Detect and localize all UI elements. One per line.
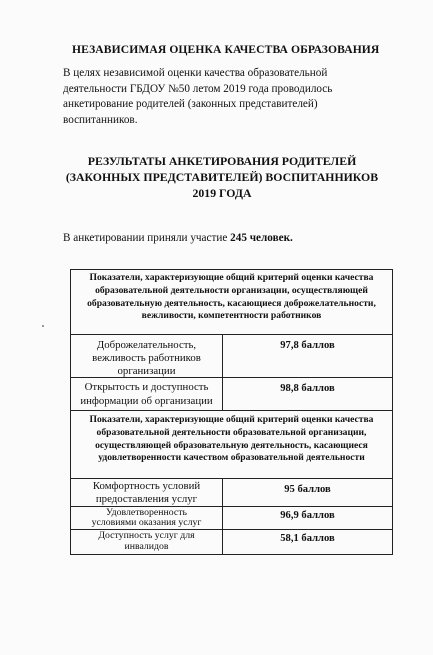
intro-line: В целях независимой оценки качества образовательной	[63, 67, 328, 79]
results-title-line: (ЗАКОННЫХ ПРЕДСТАВИТЕЛЕЙ) ВОСПИТАННИКОВ	[65, 169, 379, 184]
indicator-score: 96,9 баллов	[280, 510, 335, 521]
indicator-score: 95 баллов	[284, 484, 331, 495]
indicator-label	[71, 335, 223, 377]
indicator-label-line: Доступность услуг для	[98, 530, 195, 541]
section1-header-line: образовательную деятельность, касающиеся доброжелательности,	[87, 297, 376, 309]
indicator-label-line: условиями оказания услуг	[91, 517, 202, 529]
indicator-label-line: организации	[117, 365, 176, 378]
intro-line: анкетирование родителей (законных представителей)	[63, 98, 318, 111]
section1-header-line: Показатели, характеризующие общий критерий оценки качества	[89, 272, 374, 283]
results-title-line: РЕЗУЛЬТАТЫ АНКЕТИРОВАНИЯ РОДИТЕЛЕЙ	[87, 154, 357, 168]
table-row	[71, 530, 392, 554]
section2-header-line: образовательной деятельности образовательной организации,	[96, 426, 367, 438]
results-title	[60, 154, 384, 201]
section2-header-line: осуществляющей образовательную деятельность, касающиеся	[95, 439, 368, 451]
section1-header	[71, 270, 392, 335]
scan-speck	[42, 325, 44, 327]
indicator-label	[71, 479, 223, 506]
indicator-label-line: предоставления услуг	[95, 492, 198, 505]
indicator-label-line: вежливость работников	[92, 352, 201, 365]
indicator-label-line: Открытость и доступность	[84, 381, 209, 393]
section1-header-line: вежливости, компетентности работников	[141, 310, 322, 322]
section1-header-line: образовательной деятельности организации, осуществляющей	[95, 284, 368, 296]
indicator-label	[71, 507, 223, 529]
indicator-label-line: Комфортность условий	[92, 480, 201, 492]
indicator-label	[71, 378, 223, 410]
indicator-score: 58,1 баллов	[280, 533, 335, 544]
page-heading: НЕЗАВИСИМАЯ ОЦЕНКА КАЧЕСТВА ОБРАЗОВАНИЯ	[72, 43, 380, 56]
section2-header-line: удовлетворенности качеством образовательной деятельности	[98, 452, 365, 464]
section2-header-line: Показатели, характеризующие общий критерий оценки качества	[89, 414, 374, 425]
intro-paragraph	[63, 66, 393, 129]
results-table	[70, 269, 393, 555]
indicator-label-line: информации об организации	[80, 395, 213, 407]
indicator-score: 97,8 баллов	[280, 340, 335, 351]
section2-header	[71, 411, 392, 479]
indicator-label	[71, 530, 223, 554]
intro-line: воспитанников.	[63, 114, 138, 127]
participation-prefix: В анкетировании приняли участие	[63, 232, 231, 244]
participation-text	[63, 232, 393, 244]
indicator-label-line: Удовлетворенность	[106, 507, 187, 518]
participant-count: 245 человек.	[230, 232, 293, 244]
indicator-score: 98,8 баллов	[280, 383, 335, 394]
intro-line: деятельности ГБДОУ №50 летом 2019 года проводилось	[63, 82, 333, 95]
results-title-line: 2019 ГОДА	[192, 185, 252, 200]
table-row	[71, 335, 392, 378]
indicator-label-line: инвалидов	[124, 540, 169, 552]
table-row	[71, 507, 392, 530]
table-row	[71, 378, 392, 411]
indicator-label-line: Доброжелательность,	[96, 339, 197, 351]
table-row	[71, 479, 392, 507]
